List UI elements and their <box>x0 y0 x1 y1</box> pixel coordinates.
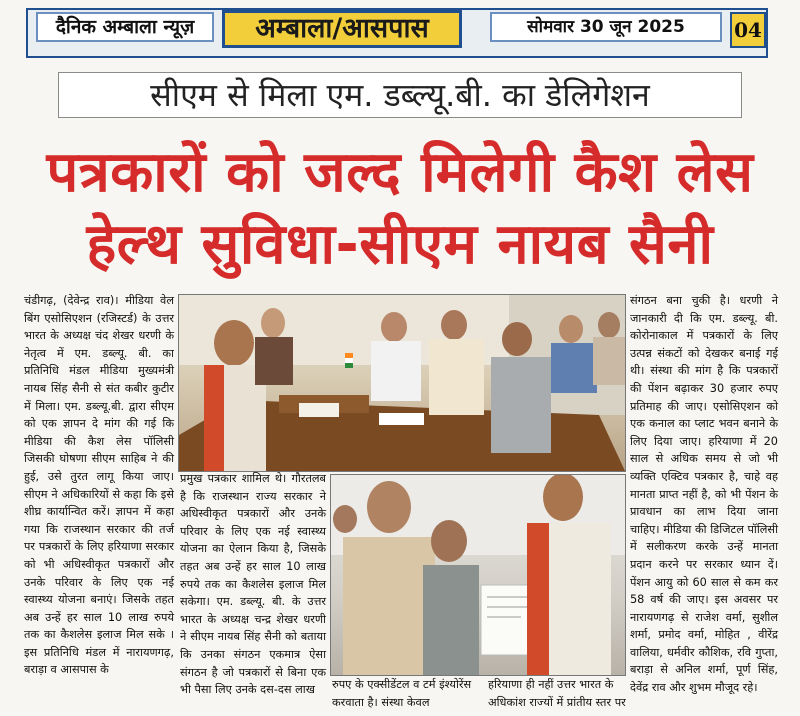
paper-name: दैनिक अम्बाला न्यूज़ <box>36 12 214 42</box>
article-text-under-photo-left: रुपए के एक्सीडेंटल व टर्म इंश्योरेंस करवाता है। संस्था केवल <box>332 678 472 709</box>
meeting-photo <box>178 294 626 472</box>
article-column-middle: प्रमुख पत्रकार शामिल थे। गौरतलब है कि राजस्थान राज्य सरकार ने अधिस्वीकृत पत्रकारों और उनके परिवार के लिए एक नई स्वास्थ्य योजना का ऐलान किया है, जिसके तहत अब उन्हें हर साल 10 लाख रुपये तक का कैशलेस इलाज मिल सकेगा। एम. डब्ल्यू. बी. के उत्तर भारत के अध्यक्ष चन्द्र शेखर धरणी ने सीएम नायब सिंह सैनी को बताया कि उनका संगठन एकमात्र ऐसा संगठन है जो पत्रकारों से बिना एक भी पैसा लिए उनके दस-दस लाख <box>180 472 326 697</box>
kicker-headline: सीएम से मिला एम. डब्ल्यू.बी. का डेलिगेशन <box>58 72 742 118</box>
section-title: अम्बाला/आसपास <box>222 10 462 48</box>
headline-line-1: पत्रकारों को जल्द मिलेगी कैश लेस <box>46 140 754 205</box>
memorandum-photo <box>330 474 626 676</box>
article-text-under-photo-right: हरियाणा ही नहीं उत्तर भारत के अधिकांश राज्यों में प्रांतीय स्तर पर <box>488 678 626 709</box>
issue-date: सोमवार 30 जून 2025 <box>490 12 722 42</box>
article-column-right: संगठन बना चुकी है। धरणी ने जानकारी दी कि एम. डब्ल्यू. बी. कोरोनाकाल में पत्रकारों के लिए उत्पन्न संकटों को देखकर बनाई गई थी। संस्था की मांग है कि पत्रकारों की पेंशन बढ़ाकर 30 हजार रुपए प्रतिमाह की जाए। एसोसिएशन को एक कनाल का प्लाट भवन बनाने के लिए दिया जाए। हरियाणा में 20 साल से अधिक समय से जो भी व्यक्ति एक्टिव पत्रकार है, चाहे वह मानता प्राप्त नहीं है, को भी पेंशन के प्रावधान का लाभ दिया जाना चाहिए। मीडिया की डिजिटल पॉलिसी में सलीकरण करके उन्हें मानता प्रदान करने पर सरकार ध्यान दें। पेंशन आयु को 60 साल से कम कर 58 वर्ष की जाए। इस अवसर पर नारायणगढ़ से राजेश वर्मा, सुशील शर्मा, प्रमोद वर्मा, मोहित , वीरेंद्र वालिया, धर्मवीर कौशिक, रवि गुप्ता, बराड़ा से अनिल शर्मा, पूर्ण सिंह, देवेंद्र राव और शुभम मौजूद रहे। <box>630 294 778 695</box>
page-number: 04 <box>730 12 766 48</box>
headline-line-2: हेल्थ सुविधा-सीएम नायब सैनी <box>86 212 714 277</box>
article-column-left: चंडीगढ़, (देवेन्द्र राव)। मीडिया वेल बिंग एसोसिएशन (रजिस्टर्ड) के उत्तर भारत के अध्यक्ष चंद शेखर धरणी के नेतृत्व में एम. डब्ल्यू. बी. का प्रतिनिधि मंडल मीडिया मुख्यमंत्री नायब सिंह सैनी से संत कबीर कुटीर में मिला। एम. डब्ल्यू.बी. द्वारा सीएम को एक ज्ञापन दे मांग की गई कि मीडिया की कैश लेस पॉलिसी जिसकी घोषणा सीएम साहिब ने की हुई, उसे तुरत लागू किया जाए। सीएम ने अधिकारियों से कहा कि इसे शीघ्र कार्यान्वित करें। ज्ञापन में कहा गया कि राजस्थान सरकार की तर्ज पर पत्रकारों के लिए हरियाणा सरकार को भी अधिस्वीकृत पत्रकारों और उनके परिवार के लिए एक नई स्वास्थ्य योजना बनाएं। जिसके तहत अब उन्हें हर साल 10 लाख रुपये तक का कैशलेस इलाज मिल सके । इस प्रतिनिधि मंडल में नारायणगढ़, बराड़ा व आसपास के <box>24 294 174 677</box>
